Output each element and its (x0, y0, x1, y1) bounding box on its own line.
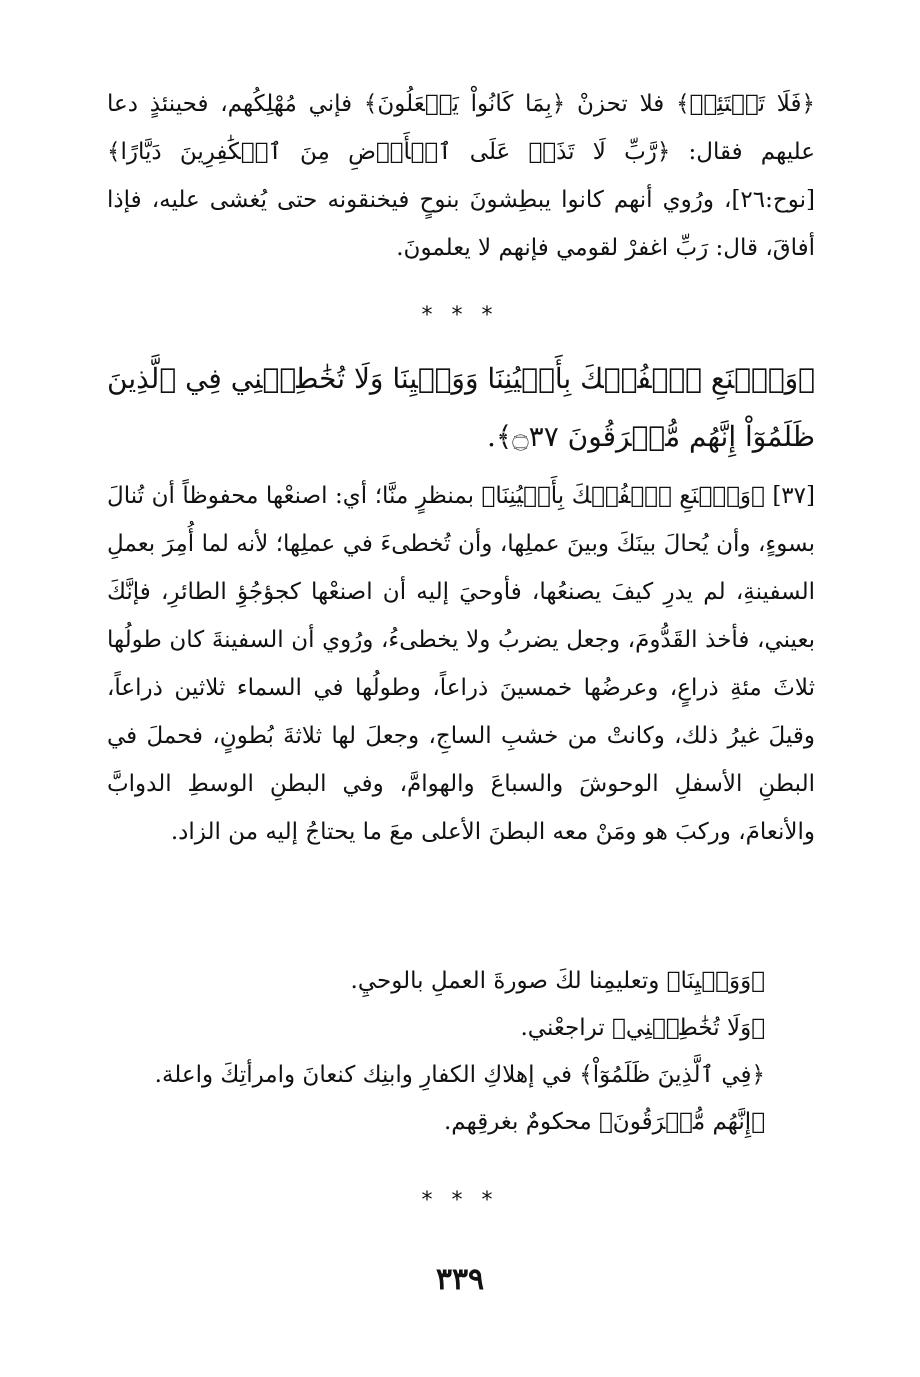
glosses-block (107, 958, 815, 1146)
gloss-line: ﴿وَلَا تُخَٰطِبۡنِي﴾ تراجعْني. (520, 1015, 765, 1041)
section-separator-1: * * * (421, 303, 499, 328)
section-separator-2: * * * (421, 1188, 499, 1213)
quran-verse: ﴿وَٱصۡنَعِ ٱلۡفُلۡكَ بِأَعۡيُنِنَا وَوَحۡيِنَا وَلَا تُخَٰطِبۡنِي فِي ٱلَّذِينَ ظَلَمُوٓاْ إِنَّهُم مُّغۡرَقُونَ ۝٣٧﴾. (107, 362, 815, 453)
verse-block (107, 350, 815, 466)
page-number: ٣٣٩ (435, 1262, 485, 1297)
commentary-paragraph: [٣٧] ﴿وَٱصۡنَعِ ٱلۡفُلۡكَ بِأَعۡيُنِنَا﴾ بمنظرٍ منَّا؛ أي: اصنعْها محفوظاً أن تُنالَ بسوءٍ، وأن يُحالَ بينَكَ وبينَ عملِها، وأن تُخطىءَ في عملِها؛ لأنه لما أُمِرَ بعملِ السفينةِ، لم يدرِ كيفَ يصنعُها، فأوحيَ إليه أن اصنعْها كجؤجُؤِ الطائرِ، فإنَّكَ بعيني، فأخذ القَدُّومَ، وجعل يضربُ ولا يخطىءُ، ورُوي أن السفينةَ كان طولُها ثلاثَ مئةِ ذراعٍ، وعرضُها خمسينَ ذراعاً، وطولُها في السماء ثلاثين ذراعاً، وقيلَ غيرُ ذلك، وكانتْ من خشبِ الساجِ، وجعلَ لها ثلاثةَ بُطونٍ، فحملَ في البطنِ الأسفلِ الوحوشَ والسباعَ والهوامَّ، وفي البطنِ الوسطِ الدوابَّ والأنعامَ، وركبَ هو ومَنْ معه البطنَ الأعلى معَ ما يحتاجُ إليه من الزاد. (107, 483, 816, 845)
gloss-line: ﴿وَوَحۡيِنَا﴾ وتعليمِنا لكَ صورةَ العملِ بالوحيِ. (350, 968, 765, 994)
gloss-line: ﴿فِي ٱلَّذِينَ ظَلَمُوٓاْ﴾ في إهلاكِ الكفارِ وابنِك كنعانَ وامرأتِكَ واعلة. (154, 1062, 765, 1088)
top-text-block (107, 80, 815, 272)
commentary-block (107, 472, 815, 856)
top-paragraph: ﴿فَلَا تَبۡتَئِسۡ﴾ فلا تحزنْ ﴿بِمَا كَانُواْ يَفۡعَلُونَ﴾ فإني مُهْلِكُهم، فحينئذٍ دعا عليهم فقال: ﴿رَّبِّ لَا تَذَرۡ عَلَى ٱلۡأَرۡضِ مِنَ ٱلۡكَٰفِرِينَ دَيَّارًا﴾ [نوح:٢٦]، ورُوي أنهم كانوا يبطِشونَ بنوحٍ فيخنقونه حتى يُغشى عليه، فإذا أفاقَ، قال: رَبِّ اغفرْ لقومي فإنهم لا يعلمونَ. (107, 91, 815, 261)
gloss-line: ﴿إِنَّهُم مُّغۡرَقُونَ﴾ محكومٌ بغرقِهم. (443, 1109, 765, 1135)
